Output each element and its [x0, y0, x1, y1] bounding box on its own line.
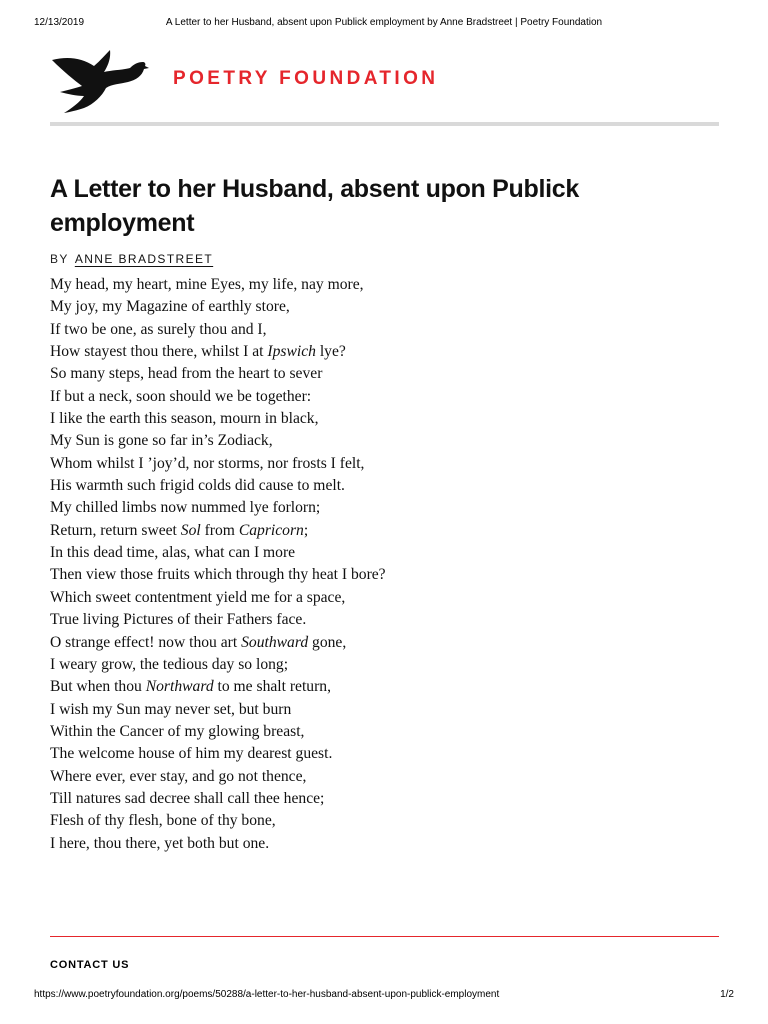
poem-text: ;: [303, 521, 309, 539]
poem-body: [50, 274, 690, 855]
poem-italic-text: Northward: [145, 678, 214, 696]
poem-text: Within the Cancer of my glowing breast,: [50, 722, 305, 740]
poem-text: But when thou: [50, 678, 146, 696]
poem-text: My Sun is gone so far in’s Zodiack,: [50, 432, 273, 450]
poem-italic-text: Ipswich: [267, 343, 316, 361]
poem-text: O strange effect! now thou art: [50, 633, 242, 651]
poem-line: [50, 296, 690, 318]
poem-line: [50, 497, 690, 519]
poem-line: [50, 810, 690, 832]
poem-text: If but a neck, soon should we be together:: [50, 387, 312, 405]
poem-text: gone,: [308, 633, 347, 651]
poem-text: My head, my heart, mine Eyes, my life, nay more,: [50, 276, 364, 293]
poem-text: My chilled limbs now nummed lye forlorn;: [50, 499, 321, 517]
poem-text: My joy, my Magazine of earthly store,: [50, 298, 290, 316]
poem-text: I wish my Sun may never set, but burn: [50, 700, 292, 718]
print-date: 12/13/2019: [34, 17, 85, 28]
print-url: https://www.poetryfoundation.org/poems/50288/a-letter-to-her-husband-absent-upon-publick-employment: [34, 989, 500, 1000]
poem-text: How stayest thou there, whilst I at: [50, 343, 268, 361]
poem-text: lye?: [315, 343, 346, 361]
poem-text: The welcome house of him my dearest guest.: [50, 745, 333, 763]
poem-text: to me shalt return,: [213, 678, 331, 696]
poem-italic-text: Capricorn: [238, 521, 304, 539]
print-header: [34, 17, 734, 31]
poem-text: Where ever, ever stay, and go not thence,: [50, 767, 307, 785]
poem-text: In this dead time, alas, what can I more: [50, 544, 296, 562]
byline-by-label: BY: [50, 252, 69, 266]
footer-divider: [50, 936, 719, 937]
poem-line: [50, 654, 690, 676]
poem-line: [50, 408, 690, 430]
poem-italic-text: Sol: [180, 521, 201, 539]
poem-line: [50, 699, 690, 721]
poem-line: [50, 632, 690, 654]
poem-line: [50, 363, 690, 385]
poem-line: [50, 520, 690, 542]
poem-line: [50, 386, 690, 408]
poem-text: Till natures sad decree shall call thee hence;: [50, 789, 325, 807]
poem-italic-text: Southward: [241, 633, 309, 651]
poem-line: [50, 319, 690, 341]
poem-line: [50, 430, 690, 452]
print-page-title: A Letter to her Husband, absent upon Publick employment by Anne Bradstreet | Poetry Foundation: [165, 17, 603, 28]
site-logo-text[interactable]: POETRY FOUNDATION: [173, 68, 439, 89]
pegasus-bird-icon[interactable]: [50, 46, 150, 114]
poem-line: [50, 542, 690, 564]
poem-line: [50, 453, 690, 475]
poem-line: [50, 743, 690, 765]
poem-line: [50, 274, 690, 296]
poem-line: [50, 564, 690, 586]
poem-line: [50, 609, 690, 631]
poem-text: So many steps, head from the heart to sever: [50, 365, 323, 383]
poem-text: True living Pictures of their Fathers face.: [50, 611, 307, 629]
poem-text: Then view those fruits which through thy heat I bore?: [50, 566, 386, 584]
poem-line: [50, 475, 690, 497]
poem-text: from: [200, 521, 239, 539]
contact-us-link[interactable]: CONTACT US: [50, 959, 130, 971]
site-header: [50, 46, 720, 116]
print-page-number: 1/2: [720, 989, 734, 1000]
byline: [50, 252, 213, 266]
poem-text: I like the earth this season, mourn in black,: [50, 410, 319, 428]
poem-line: [50, 766, 690, 788]
poem-text: Which sweet contentment yield me for a space,: [50, 588, 346, 606]
poem-line: [50, 676, 690, 698]
poem-line: [50, 788, 690, 810]
poem-text: I weary grow, the tedious day so long;: [50, 655, 289, 673]
author-link[interactable]: ANNE BRADSTREET: [74, 252, 214, 266]
poem-line: [50, 341, 690, 363]
poem-text: His warmth such frigid colds did cause to melt.: [50, 477, 345, 495]
poem-text: Flesh of thy flesh, bone of thy bone,: [50, 812, 276, 830]
poem-line: [50, 587, 690, 609]
poem-text: Whom whilst I ’joy’d, nor storms, nor frosts I felt,: [50, 454, 365, 472]
header-divider: [50, 122, 719, 126]
poem-line: [50, 833, 690, 855]
poem-text: Return, return sweet: [50, 521, 181, 539]
print-footer: [34, 989, 734, 1003]
poem-text: I here, thou there, yet both but one.: [50, 834, 270, 852]
poem-text: If two be one, as surely thou and I,: [50, 320, 267, 338]
poem-title: A Letter to her Husband, absent upon Publick employment: [50, 175, 579, 237]
poem-line: [50, 721, 690, 743]
